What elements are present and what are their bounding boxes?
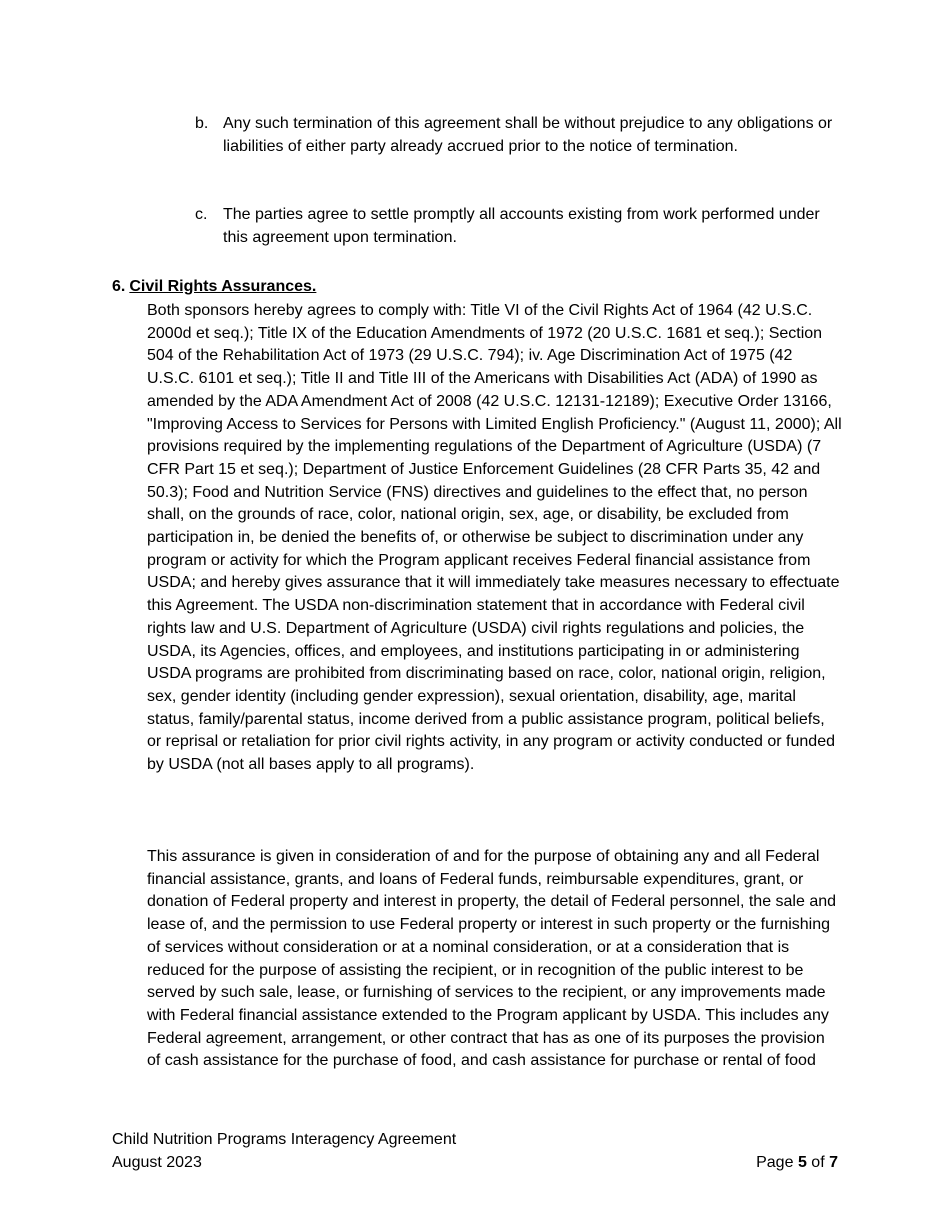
section-number: 6. [112, 278, 126, 295]
page-current: 5 [797, 1154, 807, 1171]
civil-rights-paragraph-2: This assurance is given in consideration of and for the purpose of obtaining any and all Federal financial assistance, grants, and loans of Federal funds, reimbursable expenditures, grant, or donation of Federal property and interest in property, the detail of Federal personnel, the sale and lease of, and the permission to use Federal property or interest in such property or the furnishing of services without consideration or at a nominal consideration, or at a consideration that is reduced for the purpose of assisting the recipient, or in recognition of the public interest to be served by such sale, lease, or furnishing of services to the recipient, or any improvements made with Federal financial assistance extended to the Program applicant by USDA. This includes any Federal agreement, arrangement, or other contract that has as one of its purposes the provision of cash assistance for the purchase of food, and cash assistance for purchase or rental of food [147, 848, 837, 1070]
page-number [756, 1152, 838, 1175]
page-total: 7 [829, 1154, 838, 1171]
list-marker: b. [195, 115, 209, 132]
list-item-text: The parties agree to settle promptly all accounts existing from work performed under this agreement upon termination. [223, 206, 820, 246]
list-item-c [195, 204, 835, 249]
page-of: of [811, 1154, 825, 1171]
list-item-text: Any such termination of this agreement shall be without prejudice to any obligations or liabilities of either party already accrued prior to the notice of termination. [223, 115, 833, 155]
footer-date: August 2023 [112, 1153, 202, 1171]
footer-doc-title: Child Nutrition Programs Interagency Agreement [112, 1131, 457, 1148]
civil-rights-paragraph-1: Both sponsors hereby agrees to comply with: Title VI of the Civil Rights Act of 1964 (42 U.S.C. 2000d et seq.); Title IX of the Education Amendments of 1972 (20 U.S.C. 1681 et seq.); Section 504 of the Rehabilitation Act of 1973 (29 U.S.C. 794); iv. Age Discrimination Act of 1975 (42 U.S.C. 6101 et seq.); Title II and Title III of the Americans with Disabilities Act (ADA) of 1990 as amended by the ADA Amendment Act of 2008 (42 U.S.C. 12131-12189); Executive Order 13166, "Improving Access to Services for Persons with Limited English Proficiency." (August 11, 2000); All provisions required by the implementing regulations of the Department of Agriculture (USDA) (7 CFR Part 15 et seq.); Department of Justice Enforcement Guidelines (28 CFR Parts 35, 42 and 50.3); Food and Nutrition Service (FNS) directives and guidelines to the effect that, no person shall, on the grounds of race, color, national origin, sex, age, or disability, be excluded from participation in, be denied the benefits of, or otherwise be subject to discrimination under any program or activity for which the Program applicant receives Federal financial assistance from USDA; and hereby gives assurance that it will immediately take measures necessary to effectuate this Agreement. The USDA non-discrimination statement that in accordance with Federal civil rights law and U.S. Department of Agriculture (USDA) civil rights regulations and policies, the USDA, its Agencies, offices, and employees, and institutions participating in or administering USDA programs are prohibited from discriminating based on race, color, national origin, religion, sex, gender identity (including gender expression), sexual orientation, disability, age, marital status, family/parental status, income derived from a public assistance program, political beliefs, or reprisal or retaliation for prior civil rights activity, in any program or activity conducted or funded by USDA (not all bases apply to all programs). [147, 302, 842, 774]
list-marker: c. [195, 206, 208, 223]
section-heading [112, 276, 316, 299]
page-label: Page [756, 1154, 794, 1171]
section-title: Civil Rights Assurances. [129, 278, 317, 295]
footer-left [112, 1129, 456, 1174]
list-item-b [195, 113, 835, 158]
